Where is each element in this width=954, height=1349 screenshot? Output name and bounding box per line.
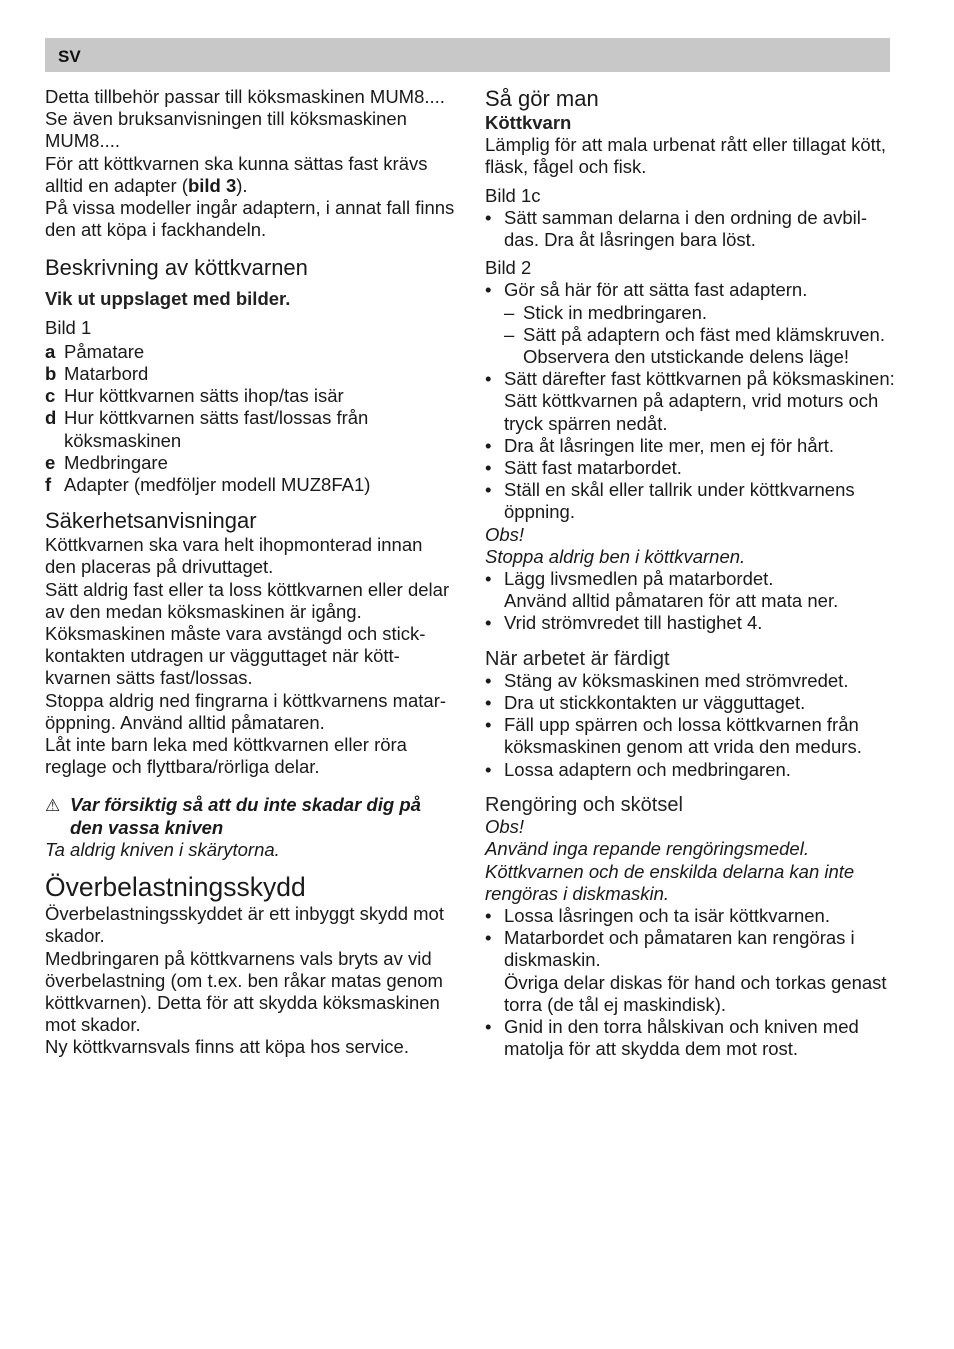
parts-legend [45,341,457,496]
done-list [485,670,895,781]
cleaning-list [485,905,895,1060]
overload-text-3: Ny köttkvarnsvals finns att köpa hos service. [45,1036,409,1058]
list-item: – Stick in medbringaren. [504,302,895,324]
list-item: • Matarbordet och påmataren kan rengöras i diskmaskin. Övriga delar diskas för hand och torkas genast torra (de tål ej maskindisk). [485,927,895,1016]
warning-text: Ta aldrig kniven i skärytorna. [45,838,280,860]
obs-label-1: Obs! [485,523,525,545]
overload-text-2: Medbringaren på köttkvarnens vals bryts av vid överbelastning (om t.ex. ben råkar matas genom köttkvarnen). Detta för att skydda köksmaskinen mot skador. [45,947,443,1036]
list-item: • Dra ut stickkontakten ur vägguttaget. [485,692,895,714]
list-item: • Sätt därefter fast köttkvarnen på köksmaskinen: Sätt köttkvarnen på adaptern, vrid moturs och tryck spärren nedåt. [485,368,895,435]
legend-item: e Medbringare [45,451,168,473]
meat-grinder-heading: Köttkvarn [485,112,572,133]
list-item: • Gör så här för att sätta fast adaptern. – Stick in medbringaren. – Sätt på adaptern och fäst med klämskruven. Observera den utstickande delens läge! [485,279,895,368]
howto-heading: Så gör man [485,86,599,111]
figure-label-bild2: Bild 2 [485,257,532,279]
list-item: • Sätt samman delarna i den ordning de avbil-das. Dra åt låsringen bara löst. [485,207,895,251]
bild1c-list [485,207,895,251]
safety-text-3: Köksmaskinen måste vara avstängd och stick-kontakten utdragen ur vägguttaget när kött-kvarnen sätts fast/lossas. [45,623,426,689]
done-heading: När arbetet är färdigt [485,647,670,670]
safety-text-2: Sätt aldrig fast eller ta loss köttkvarnen eller delar av den medan köksmaskinen är igång. [45,578,450,622]
safety-text-1: Köttkvarnen ska vara helt ihopmonterad innan den placeras på drivuttaget. [45,534,423,578]
legend-item: d Hur köttkvarnen sätts fast/lossas från köksmaskinen [45,407,369,451]
list-item: • Lossa adaptern och medbringaren. [485,759,895,781]
list-item: • Lossa låsringen och ta isär köttkvarnen. [485,905,895,927]
language-bar [45,38,890,72]
feed-list [485,568,895,635]
language-code: SV [58,47,81,66]
list-item: • Gnid in den torra hålskivan och kniven med matolja för att skydda dem mot rost. [485,1016,895,1060]
obs-text-1: Stoppa aldrig ben i köttkvarnen. [485,545,746,567]
description-heading: Beskrivning av köttkvarnen [45,255,308,281]
list-item: • Lägg livsmedlen på matarbordet. Använd alltid påmataren för att mata ner. [485,568,895,612]
intro-line-2: Se även bruksanvisningen till köksmaskinen MUM8.... [45,108,407,152]
knife-warning [45,794,457,838]
list-item: • Sätt fast matarbordet. [485,457,895,479]
overload-heading: Överbelastningsskydd [45,872,306,903]
figure-label-bild1: Bild 1 [45,316,92,338]
legend-item: f Adapter (medföljer modell MUZ8FA1) [45,474,371,496]
intro-line-1: Detta tillbehör passar till köksmaskinen MUM8.... [45,86,445,107]
list-item: • Ställ en skål eller tallrik under köttkvarnens öppning. [485,479,895,523]
figure-label-bild1c: Bild 1c [485,184,541,206]
obs-label-2: Obs! [485,816,525,838]
fold-out-note: Vik ut uppslaget med bilder. [45,288,291,310]
figure-ref-bild3: bild 3 [187,174,237,196]
list-item: • Stäng av köksmaskinen med strömvredet. [485,670,895,692]
safety-text-4: Stoppa aldrig ned fingrarna i köttkvarnens mataröppning. Använd alltid påmataren. [45,689,447,733]
legend-item: c Hur köttkvarnen sätts ihop/tas isär [45,385,344,407]
list-item: – Sätt på adaptern och fäst med klämskruven. Observera den utstickande delens läge! [504,324,895,368]
list-item: • Fäll upp spärren och lossa köttkvarnen från köksmaskinen genom att vrida den medurs. [485,714,895,758]
obs-text-2: Använd inga repande rengöringsmedel. Köttkvarnen och de enskilda delarna kan inte rengöras i diskmaskin. [485,838,855,904]
bild2-list [485,279,895,523]
adapter-steps [504,302,895,369]
safety-text-5: Låt inte barn leka med köttkvarnen eller röra reglage och flyttbara/rörliga delar. [45,734,407,778]
right-column [485,86,895,1060]
warning-title: Var försiktig så att du inte skadar dig på den vassa kniven [70,794,421,838]
overload-text-1: Överbelastningsskyddet är ett inbyggt skydd mot skador. [45,903,444,947]
left-column [45,86,457,1059]
list-item: • Dra åt låsringen lite mer, men ej för hårt. [485,435,895,457]
safety-heading: Säkerhetsanvisningar [45,508,257,534]
intro-line-3: För att köttkvarnen ska kunna sättas fast krävs alltid en adapter (bild 3). [45,152,428,196]
legend-item: a Påmatare [45,340,145,362]
list-item: • Vrid strömvredet till hastighet 4. [485,612,895,634]
meat-grinder-text: Lämplig för att mala urbenat rått eller tillagat kött, fläsk, fågel och fisk. [485,134,887,178]
warning-triangle-icon: ⚠ [45,796,61,816]
legend-item: b Matarbord [45,363,149,385]
intro-line-4: På vissa modeller ingår adaptern, i annat fall finns den att köpa i fackhandeln. [45,197,455,241]
cleaning-heading: Rengöring och skötsel [485,793,683,816]
